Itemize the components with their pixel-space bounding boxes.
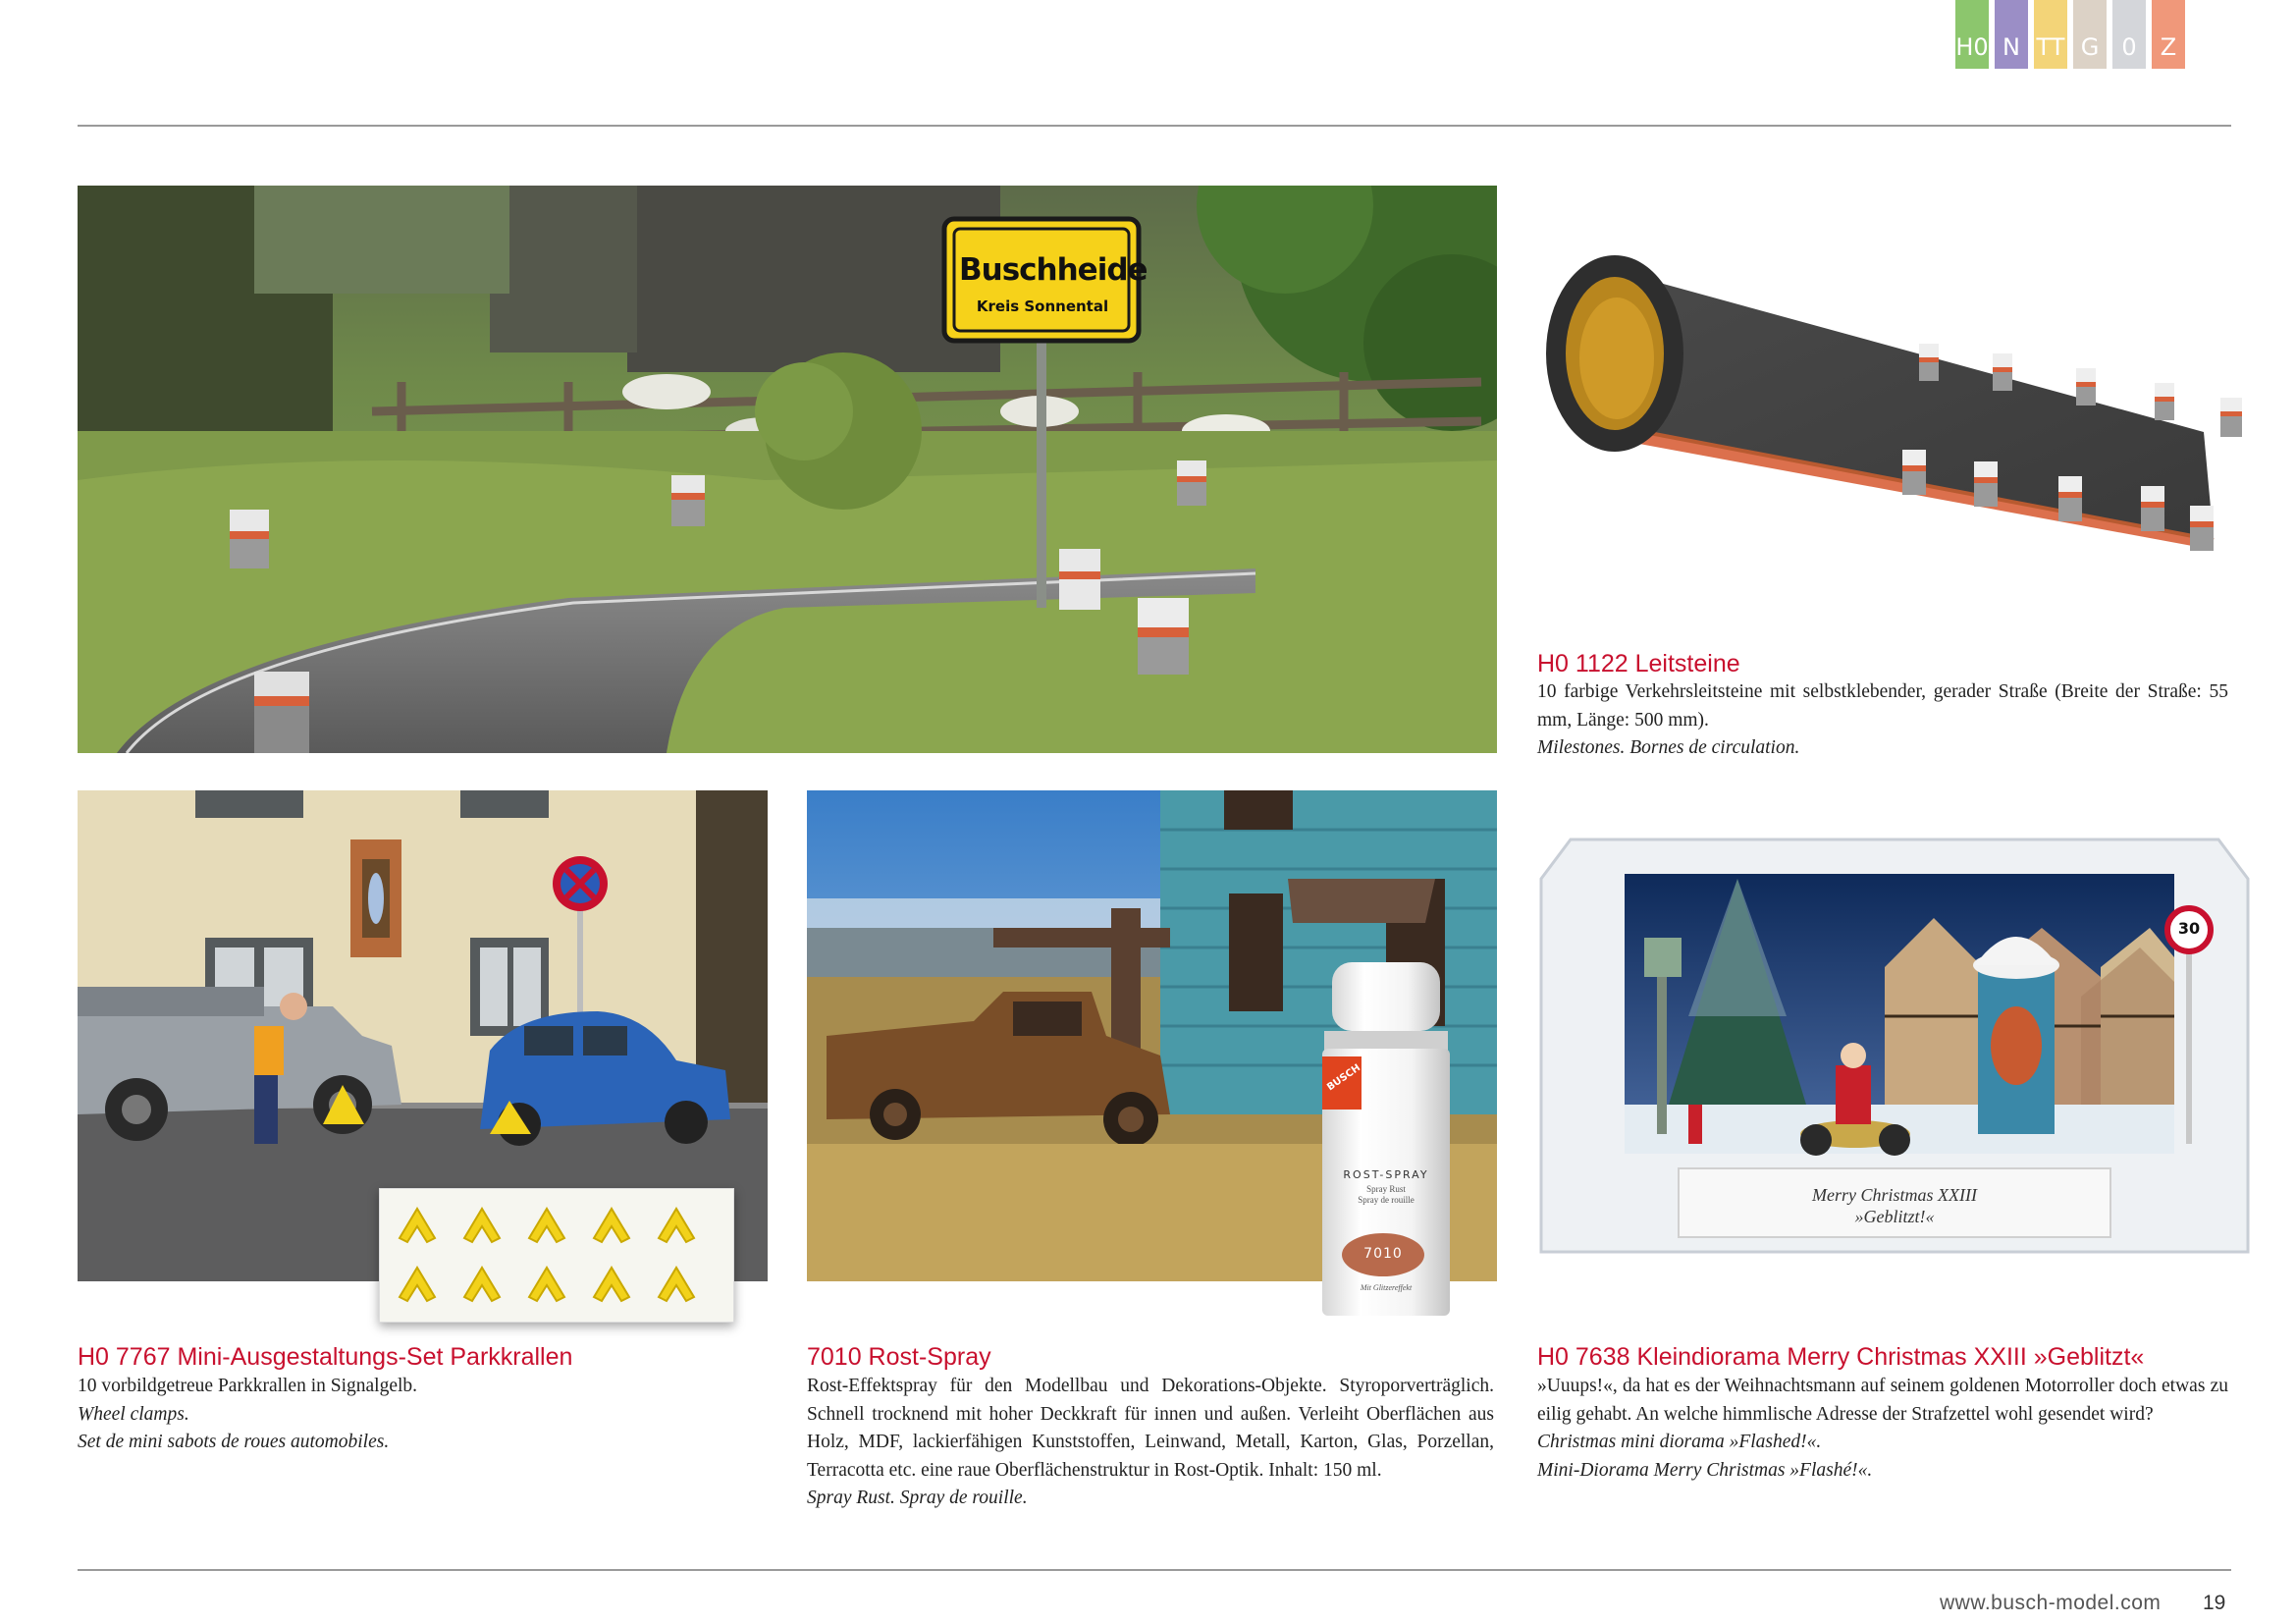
- parkkrallen-translation-fr: Set de mini sabots de roues automobiles.: [78, 1432, 390, 1452]
- speed-sign-number: 30: [2177, 919, 2201, 938]
- diorama-translation-fr: Mini-Diorama Merry Christmas »Flashé!«.: [1537, 1459, 1873, 1481]
- scale-tab-z: Z: [2152, 0, 2185, 69]
- leitsteine-description: [1537, 678, 2228, 763]
- diorama-plaque-line1: Merry Christmas XXIII: [1812, 1185, 1977, 1205]
- hero-photo: [78, 186, 1497, 753]
- rostspray-title: 7010 Rost-Spray: [807, 1343, 991, 1371]
- scale-tab-0: 0: [2112, 0, 2146, 69]
- scale-tab-tt: TT: [2034, 0, 2067, 69]
- can-label: ROST-SPRAY: [1343, 1168, 1429, 1181]
- diorama-photo: [1531, 820, 2258, 1272]
- top-rule: [78, 125, 2231, 127]
- leitsteine-title: H0 1122 Leitsteine: [1537, 650, 1740, 677]
- town-sign-title: Buschheide: [959, 252, 1148, 288]
- diorama-description: [1537, 1373, 2228, 1485]
- leitsteine-photo: [1526, 226, 2253, 599]
- scale-tabs: [1955, 0, 2185, 69]
- footer-url[interactable]: www.busch-model.com: [1940, 1592, 2162, 1614]
- scale-tab-n: N: [1995, 0, 2028, 69]
- rostspray-description: [807, 1373, 1494, 1513]
- parkkrallen-package-inset: [379, 1188, 734, 1323]
- diorama-title: H0 7638 Kleindiorama Merry Christmas XXIII »Geblitzt«: [1537, 1343, 2145, 1371]
- parkkrallen-translation-en: Wheel clamps.: [78, 1403, 189, 1425]
- rostspray-text: Rost-Effektspray für den Modellbau und Dekorations-Objekte. Styroporverträglich. Schnell trocknend mit hoher Deckkraft für innen und außen. Verleiht Oberflächen aus Holz, MDF, lackierfähigen Kunststoffen, Leinwand, Metall, Karton, Glas, Porzellan, Terracotta etc. eine raue Oberflächenstruktur in Rost-Optik. Inhalt: 150 ml.: [807, 1376, 1494, 1481]
- leitsteine-text: 10 farbige Verkehrsleitsteine mit selbstklebender, gerader Straße (Breite der Straße: 55 mm, Länge: 500 mm).: [1537, 681, 2228, 731]
- can-sub-en: Spray Rust: [1366, 1184, 1406, 1194]
- scale-tab-g: G: [2073, 0, 2107, 69]
- rostspray-translation: Spray Rust. Spray de rouille.: [807, 1488, 1028, 1508]
- parkkrallen-description: [78, 1373, 765, 1457]
- can-sub-fr: Spray de rouille: [1358, 1195, 1415, 1205]
- parkkrallen-text: 10 vorbildgetreue Parkkrallen in Signalgelb.: [78, 1376, 418, 1396]
- parkkrallen-title: H0 7767 Mini-Ausgestaltungs-Set Parkkrallen: [78, 1343, 573, 1371]
- diorama-translation-en: Christmas mini diorama »Flashed!«.: [1537, 1432, 1822, 1452]
- diorama-plaque-line2: »Geblitzt!«: [1854, 1207, 1935, 1226]
- scale-tab-h0: H0: [1955, 0, 1989, 69]
- can-footer: Mit Glitzereffekt: [1360, 1283, 1413, 1292]
- town-sign-subtitle: Kreis Sonnental: [976, 298, 1109, 315]
- leitsteine-translation: Milestones. Bornes de circulation.: [1537, 737, 1800, 758]
- bottom-rule: [78, 1569, 2231, 1571]
- diorama-text: »Uuups!«, da hat es der Weihnachtsmann auf seinem goldenen Motorroller doch etwas zu eilig gehabt. An welche himmlische Adresse der Strafzettel wohl gesendet wird?: [1537, 1376, 2228, 1425]
- can-brand: BUSCH: [1325, 1062, 1363, 1094]
- page-number: 19: [2203, 1592, 2226, 1614]
- can-number: 7010: [1363, 1246, 1403, 1262]
- rostspray-can: [1322, 962, 1450, 1316]
